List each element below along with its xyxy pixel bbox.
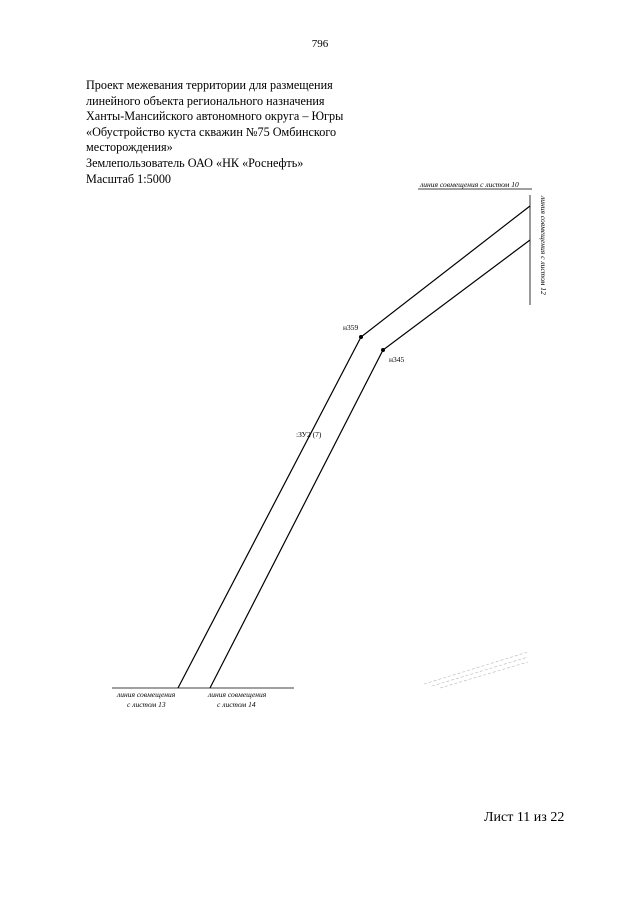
header-line: «Обустройство куста скважин №75 Омбинского bbox=[86, 124, 337, 139]
right-match-line-label: линия совмещения с листом 12 bbox=[539, 196, 548, 295]
point-label-upper: н359 bbox=[343, 323, 359, 332]
boundary-point-lower bbox=[381, 348, 385, 352]
page-number: 796 bbox=[311, 38, 329, 50]
faint-hatching bbox=[424, 652, 528, 688]
header-line: Ханты-Мансийского автономного округа – Югры bbox=[86, 109, 344, 124]
bottom-right-match-line-label-1: линия совмещения bbox=[208, 690, 267, 699]
bottom-left-match-line-label-1: линия совмещения bbox=[117, 690, 176, 699]
header-line: Землепользователь ОАО «НК «Роснефть» bbox=[86, 155, 304, 170]
scale-label: Масштаб 1:5000 bbox=[86, 171, 172, 186]
corridor-lower-boundary bbox=[210, 240, 530, 688]
bottom-right-match-line-label-2: с листом 14 bbox=[217, 700, 256, 709]
boundary-point-upper bbox=[359, 335, 363, 339]
sheet-label: Лист 11 из 22 bbox=[484, 810, 565, 825]
header-line: линейного объекта регионального назначения bbox=[86, 93, 325, 108]
corridor-upper-boundary bbox=[178, 206, 530, 688]
header-line: Проект межевания территории для размещения bbox=[86, 78, 333, 92]
bottom-left-match-line-label-2: с листом 13 bbox=[127, 700, 166, 709]
header-line: месторождения» bbox=[86, 140, 173, 155]
parcel-label: :ЗУ2 (7) bbox=[296, 430, 322, 439]
point-label-lower: н345 bbox=[389, 355, 405, 364]
top-match-line-label: линия совмещения с листом 10 bbox=[420, 180, 519, 189]
